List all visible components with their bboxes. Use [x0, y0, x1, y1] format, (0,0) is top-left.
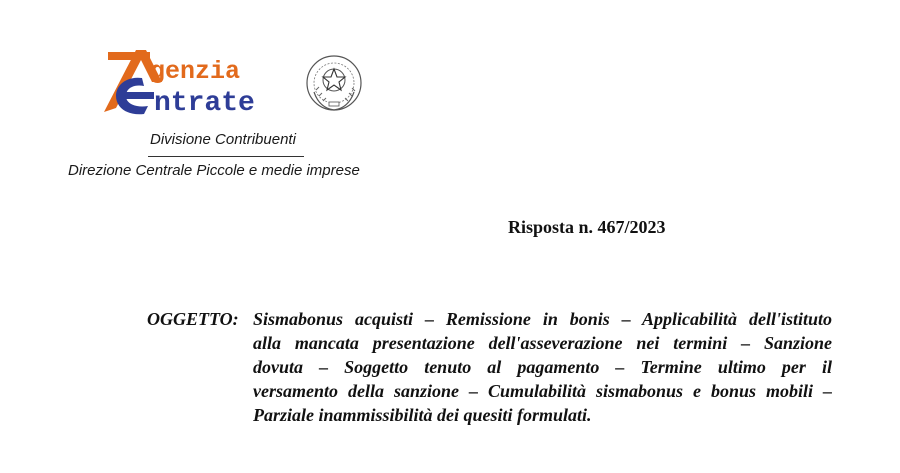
logo-word-entrate: ntrate	[154, 88, 255, 119]
logo-word-agenzia: genzia	[150, 57, 241, 86]
direction-name: Direzione Centrale Piccole e medie imprese	[68, 162, 360, 179]
header-divider	[148, 156, 304, 157]
italian-republic-emblem-icon	[304, 52, 364, 114]
response-number: Risposta n. 467/2023	[508, 217, 666, 237]
subject-line: versamento della sanzione – Cumulabilità sismabonus e bonus mobili –	[253, 381, 832, 401]
division-name: Divisione Contribuenti	[150, 131, 296, 148]
subject-line: Sismabonus acquisti – Remissione in bonis – Applicabilità dell'istituto	[253, 309, 832, 329]
subject-text	[253, 307, 832, 427]
subject-line: alla mancata presentazione dell'asseverazione nei termini – Sanzione	[253, 333, 832, 353]
logo-a-bar	[108, 52, 150, 60]
logo-e-bar	[124, 92, 154, 99]
agenzia-entrate-logo	[98, 42, 312, 122]
subject-line: Parziale inammissibilità dei quesiti formulati.	[253, 405, 592, 425]
subject-label: OGGETTO:	[147, 309, 239, 329]
subject-line: dovuta – Soggetto tenuto al pagamento – Termine ultimo per il	[253, 357, 832, 377]
